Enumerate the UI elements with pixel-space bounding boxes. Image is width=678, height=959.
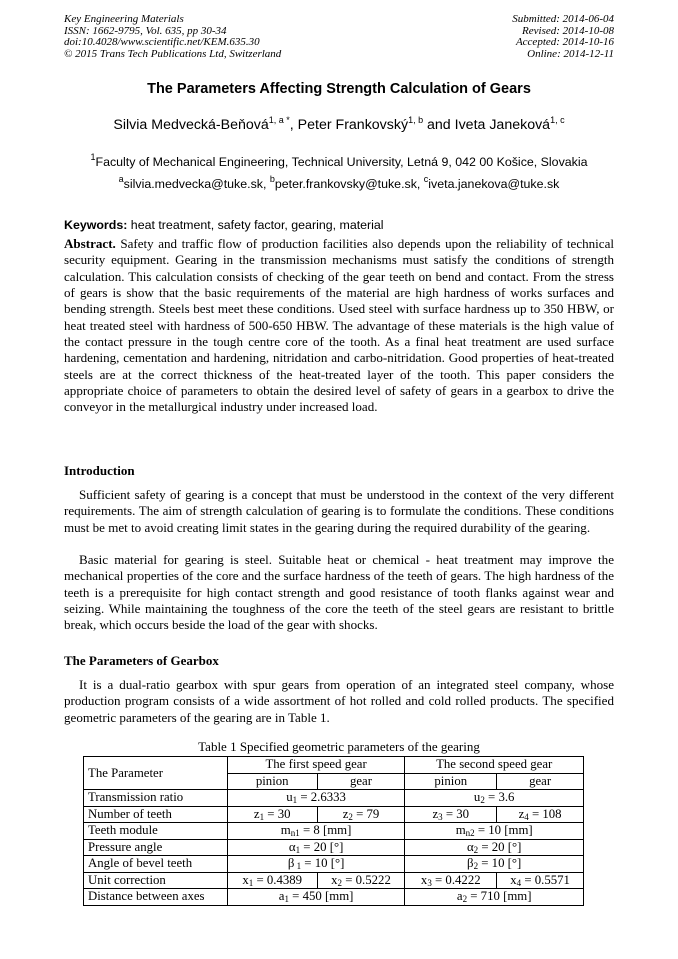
table-cell: $x_4 = 0.5571$: [497, 872, 584, 889]
table-cell: $m_{n1} = 8$ [mm]: [227, 823, 405, 840]
journal-name: Key Engineering Materials: [64, 13, 184, 25]
author-separator: ,: [289, 117, 298, 133]
subheader-gear: gear: [497, 773, 584, 790]
section-heading-gearbox: The Parameters of Gearbox: [64, 653, 219, 668]
table-cell: $x_2 = 0.5222$: [317, 872, 405, 889]
table-cell: $u_1 = 2.6333$: [227, 790, 405, 807]
email-sup: b: [269, 174, 275, 184]
table-cell: $\alpha_1 = 20$ [°]: [227, 839, 405, 856]
table-cell: $\alpha_2 = 20$ [°]: [405, 839, 584, 856]
row-label: Unit correction: [84, 872, 228, 889]
header-parameter: The Parameter: [84, 757, 228, 790]
email-sup: a: [118, 174, 124, 184]
table-row: [84, 889, 584, 906]
author-emails: [0, 174, 678, 191]
author-name: Iveta Janeková: [454, 117, 551, 133]
keywords-label: Keywords:: [64, 218, 128, 232]
gearbox-paragraph-1: It is a dual-ratio gearbox with spur gears from operation of an integrated steel company, whose production program consists of a wide assortment of hot rolled and cold rolled products. The specified geometric parameters of the gearing are in Table 1.: [64, 677, 614, 725]
accepted-date: Accepted: 2014-10-16: [515, 36, 614, 48]
revised-date: Revised: 2014-10-08: [522, 24, 614, 37]
abstract-label: Abstract.: [64, 236, 116, 251]
row-label: Transmission ratio: [84, 790, 228, 807]
table-header-row: [84, 757, 584, 774]
author-name: Peter Frankovský: [297, 117, 409, 133]
introduction-paragraph-1: Sufficient safety of gearing is a concept that must be understood in the context of the very different requirements. The aim of strength calculation of gearing is to formulate the conditions. These conditions must be met to avoid creating limit states in the gearing during the required durability of the gearing.: [64, 487, 614, 535]
email-sup: c: [423, 174, 429, 184]
affiliation-text: Faculty of Mechanical Engineering, Technical University, Letná 9, 042 00 Košice, Slovakia: [95, 155, 588, 169]
running-header-left: [64, 14, 281, 60]
row-label: Distance between axes: [84, 889, 228, 906]
introduction-paragraph-2: Basic material for gearing is steel. Suitable heat or chemical - heat treatment may improve the mechanical properties of the core and the surface hardness of the teeth of gears. The high hardness of the teeth is a prerequisite for high contact strength and good resistance of tooth flanks against wear and seizing. While maintaining the toughness of the core the teeth of the steel gears are resistant to brittle break, which occurs beside the load of the gear with shocks.: [64, 552, 614, 633]
row-label: Teeth module: [84, 823, 228, 840]
issn: ISSN: 1662-9795, Vol. 635, pp 30-34: [64, 24, 227, 37]
table-cell: $z_1 = 30$: [227, 806, 317, 823]
table-cell: $a_2 = 710$ [mm]: [405, 889, 584, 906]
table-row: [84, 839, 584, 856]
keywords: [64, 218, 614, 232]
email-link[interactable]: iveta.janekova@tuke.sk: [428, 177, 560, 191]
table-row: [84, 806, 584, 823]
affiliation: [0, 152, 678, 169]
table-row: [84, 872, 584, 889]
table-cell: $x_3 = 0.4222$: [405, 872, 497, 889]
copyright: © 2015 Trans Tech Publications Ltd, Switzerland: [64, 47, 282, 60]
row-label: Angle of bevel teeth: [84, 856, 228, 873]
author-name: Silvia Medvecká-Beňová: [113, 117, 269, 133]
table-cell: $z_4 = 108$: [497, 806, 584, 823]
table-cell: $z_2 = 79$: [317, 806, 405, 823]
doi: doi:10.4028/www.scientific.net/KEM.635.30: [64, 36, 260, 48]
submitted-date: Submitted: 2014-06-04: [512, 13, 614, 25]
subheader-pinion: pinion: [405, 773, 497, 790]
table-cell: $x_1 = 0.4389$: [227, 872, 317, 889]
geometric-parameters-table: [83, 756, 584, 906]
header-first-gear: The first speed gear: [227, 757, 405, 774]
table-row: [84, 790, 584, 807]
author-sup: 1, a *: [268, 115, 290, 125]
header-second-gear: The second speed gear: [405, 757, 584, 774]
author-separator: and: [423, 117, 455, 133]
paper-title: The Parameters Affecting Strength Calculation of Gears: [147, 81, 531, 97]
row-label: Pressure angle: [84, 839, 228, 856]
subheader-pinion: pinion: [227, 773, 317, 790]
email-link[interactable]: silvia.medvecka@tuke.sk,: [123, 177, 270, 191]
section-heading-introduction: Introduction: [64, 463, 135, 478]
email-link[interactable]: peter.frankovsky@tuke.sk,: [274, 177, 424, 191]
abstract-text: Safety and traffic flow of production facilities also depends upon the reliability of technical security equipment. Gearing in the transmission mechanisms must satisfy the conditions of strength calculation. This calculation consists of checking of the gear teeth on bend and contact. From the stress of gears is show that the basic requirements of the material are high hardness of works surfaces and bending strength. Steels best meet these conditions. Used steel with surface hardness up to 350 HBW, or heat treated steel with hardness of 500-650 HBW. The advantage of these materials is the high value of the contact pressure in the tough centre core of the tooth. As a final heat treatment are used surface hardening, cementation and hardening, nitridation and carbo-nitridation. Good properties of heat-treated steels are at the correct thickness of the heat-treated layer of the tooth. This paper considers the appropriate choice of parameters to obtain the desired level of safety of gears in a gearbox to drive the conveyor in the metallurgical industry under increased load.: [64, 236, 614, 415]
table-caption: Table 1 Specified geometric parameters of the gearing: [198, 739, 480, 754]
table-row: [84, 823, 584, 840]
abstract: [64, 236, 614, 416]
author-sup: 1, c: [550, 115, 565, 125]
keywords-text: heat treatment, safety factor, gearing, material: [127, 218, 384, 232]
online-date: Online: 2014-12-11: [527, 47, 614, 60]
table-cell: $m_{n2} = 10$ [mm]: [405, 823, 584, 840]
affiliation-sup: 1: [90, 152, 96, 162]
running-header-right: [512, 14, 614, 60]
table-cell: $a_1 = 450$ [mm]: [227, 889, 405, 906]
table-cell: $u_2 = 3.6$: [405, 790, 584, 807]
author-sup: 1, b: [408, 115, 424, 125]
author-list: [0, 117, 678, 133]
table-cell: $\beta_2 = 10$ [°]: [405, 856, 584, 873]
subheader-gear: gear: [317, 773, 405, 790]
table-row: [84, 856, 584, 873]
row-label: Number of teeth: [84, 806, 228, 823]
table-cell: $z_3 = 30$: [405, 806, 497, 823]
table-cell: β $_1$ = 10 [°]: [227, 856, 405, 873]
